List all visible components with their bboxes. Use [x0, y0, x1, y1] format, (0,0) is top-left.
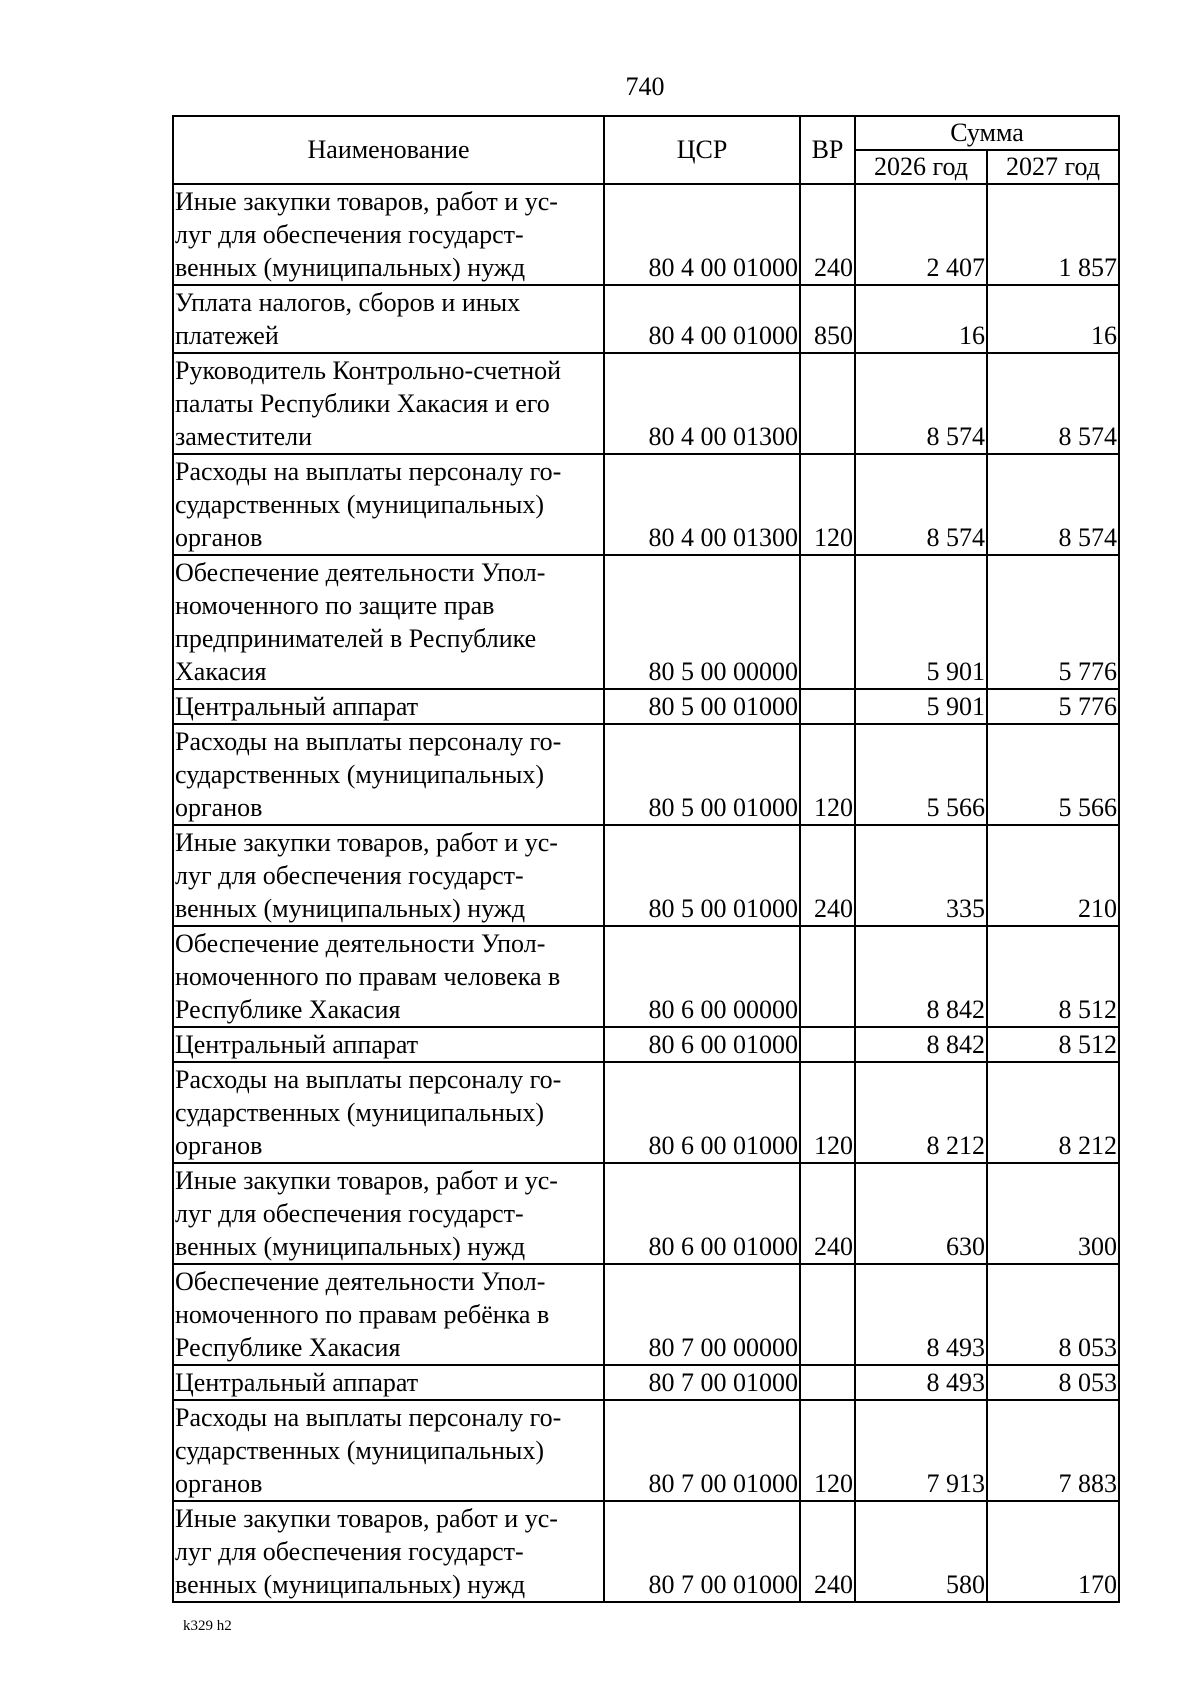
- table-row: [173, 353, 1119, 454]
- row-name-line: Центральный аппарат: [175, 1030, 419, 1059]
- row-sum-2027-cell: 7 883: [987, 1400, 1119, 1501]
- row-name-cell: [173, 1027, 604, 1062]
- row-name-line: Республике Хакасия: [175, 995, 401, 1024]
- row-vr-cell: 120: [800, 724, 855, 825]
- row-name-line: Расходы на выплаты персоналу го-: [175, 1065, 562, 1094]
- row-csr-cell: 80 7 00 01000: [604, 1501, 800, 1602]
- row-sum-2027-cell: 170: [987, 1501, 1119, 1602]
- row-vr-cell: 850: [800, 285, 855, 353]
- row-name-line: венных (муниципальных) нужд: [175, 1232, 526, 1261]
- row-name-line: Иные закупки товаров, работ и ус-: [175, 828, 558, 857]
- row-name-line: номоченного по правам ребёнка в: [175, 1300, 550, 1329]
- row-sum-2026-cell: 8 842: [855, 1027, 987, 1062]
- table-row: [173, 184, 1119, 285]
- row-name-line: Иные закупки товаров, работ и ус-: [175, 1166, 558, 1195]
- row-sum-2026-cell: 8 493: [855, 1264, 987, 1365]
- row-vr-cell: 120: [800, 454, 855, 555]
- row-vr-cell: [800, 1027, 855, 1062]
- row-name-line: луг для обеспечения государст-: [175, 1199, 524, 1228]
- row-name-line: номоченного по правам человека в: [175, 962, 561, 991]
- row-name-cell: [173, 825, 604, 926]
- row-name-line: луг для обеспечения государст-: [175, 220, 524, 249]
- column-header-vr: ВР: [800, 116, 855, 184]
- row-name-cell: [173, 1062, 604, 1163]
- row-sum-2026-cell: 2 407: [855, 184, 987, 285]
- row-name-cell: [173, 724, 604, 825]
- table-row: [173, 825, 1119, 926]
- row-csr-cell: 80 7 00 01000: [604, 1400, 800, 1501]
- row-csr-cell: 80 4 00 01300: [604, 353, 800, 454]
- row-name-cell: [173, 353, 604, 454]
- row-sum-2027-cell: 8 053: [987, 1264, 1119, 1365]
- row-name-line: сударственных (муниципальных): [175, 1436, 545, 1465]
- row-csr-cell: 80 4 00 01300: [604, 454, 800, 555]
- row-csr-cell: 80 5 00 01000: [604, 825, 800, 926]
- row-name-line: Иные закупки товаров, работ и ус-: [175, 1504, 558, 1533]
- row-csr-cell: 80 6 00 01000: [604, 1062, 800, 1163]
- column-header-name: Наименование: [173, 116, 604, 184]
- row-vr-cell: [800, 353, 855, 454]
- row-csr-cell: 80 6 00 00000: [604, 926, 800, 1027]
- row-name-line: платежей: [175, 321, 279, 350]
- row-vr-cell: [800, 689, 855, 724]
- row-name-line: номоченного по защите прав: [175, 591, 495, 620]
- row-sum-2026-cell: 8 574: [855, 454, 987, 555]
- row-vr-cell: [800, 1264, 855, 1365]
- row-sum-2027-cell: 8 053: [987, 1365, 1119, 1400]
- table-row: [173, 689, 1119, 724]
- row-vr-cell: 240: [800, 184, 855, 285]
- row-vr-cell: 120: [800, 1062, 855, 1163]
- column-header-sum: Сумма: [855, 116, 1119, 150]
- row-vr-cell: 240: [800, 825, 855, 926]
- row-sum-2027-cell: 8 212: [987, 1062, 1119, 1163]
- row-name-line: палаты Республики Хакасия и его: [175, 389, 550, 418]
- row-sum-2027-cell: 300: [987, 1163, 1119, 1264]
- budget-table: [172, 115, 1120, 1603]
- row-sum-2026-cell: 5 901: [855, 555, 987, 689]
- table-header: [173, 116, 1119, 184]
- row-sum-2027-cell: 5 566: [987, 724, 1119, 825]
- row-name-cell: [173, 285, 604, 353]
- row-sum-2026-cell: 8 212: [855, 1062, 987, 1163]
- row-sum-2027-cell: 8 512: [987, 1027, 1119, 1062]
- row-name-cell: [173, 1264, 604, 1365]
- row-csr-cell: 80 7 00 00000: [604, 1264, 800, 1365]
- row-csr-cell: 80 4 00 01000: [604, 285, 800, 353]
- row-name-line: Расходы на выплаты персоналу го-: [175, 1403, 562, 1432]
- row-name-line: органов: [175, 1131, 263, 1160]
- row-sum-2026-cell: 5 566: [855, 724, 987, 825]
- row-csr-cell: 80 5 00 00000: [604, 555, 800, 689]
- row-vr-cell: [800, 555, 855, 689]
- row-name-line: Обеспечение деятельности Упол-: [175, 1267, 546, 1296]
- row-name-line: сударственных (муниципальных): [175, 760, 545, 789]
- row-sum-2027-cell: 8 512: [987, 926, 1119, 1027]
- row-name-line: сударственных (муниципальных): [175, 1098, 545, 1127]
- row-sum-2027-cell: 5 776: [987, 689, 1119, 724]
- column-header-csr: ЦСР: [604, 116, 800, 184]
- row-name-line: органов: [175, 523, 263, 552]
- row-name-line: Руководитель Контрольно-счетной: [175, 356, 562, 385]
- row-sum-2027-cell: 1 857: [987, 184, 1119, 285]
- table-row: [173, 1501, 1119, 1602]
- row-name-cell: [173, 689, 604, 724]
- row-name-line: Центральный аппарат: [175, 692, 419, 721]
- row-name-line: венных (муниципальных) нужд: [175, 894, 526, 923]
- row-sum-2026-cell: 335: [855, 825, 987, 926]
- row-sum-2026-cell: 8 842: [855, 926, 987, 1027]
- row-name-line: заместители: [175, 422, 313, 451]
- row-sum-2026-cell: 630: [855, 1163, 987, 1264]
- row-name-line: Хакасия: [175, 657, 267, 686]
- row-name-cell: [173, 926, 604, 1027]
- row-name-cell: [173, 1400, 604, 1501]
- row-sum-2027-cell: 5 776: [987, 555, 1119, 689]
- row-vr-cell: 240: [800, 1501, 855, 1602]
- row-name-line: венных (муниципальных) нужд: [175, 253, 526, 282]
- table-row: [173, 1062, 1119, 1163]
- row-csr-cell: 80 6 00 01000: [604, 1027, 800, 1062]
- row-name-cell: [173, 454, 604, 555]
- row-name-line: Республике Хакасия: [175, 1333, 401, 1362]
- table-body: [173, 184, 1119, 1602]
- row-name-line: луг для обеспечения государст-: [175, 861, 524, 890]
- column-header-year-2026: 2026 год: [855, 150, 987, 184]
- row-name-cell: [173, 184, 604, 285]
- row-name-line: Расходы на выплаты персоналу го-: [175, 457, 562, 486]
- row-sum-2027-cell: 8 574: [987, 454, 1119, 555]
- row-csr-cell: 80 6 00 01000: [604, 1163, 800, 1264]
- table-row: [173, 1365, 1119, 1400]
- row-name-line: сударственных (муниципальных): [175, 490, 545, 519]
- row-name-cell: [173, 1163, 604, 1264]
- row-sum-2026-cell: 8 493: [855, 1365, 987, 1400]
- column-header-year-2027: 2027 год: [987, 150, 1119, 184]
- row-csr-cell: 80 5 00 01000: [604, 689, 800, 724]
- row-name-line: предпринимателей в Республике: [175, 624, 537, 653]
- row-sum-2026-cell: 7 913: [855, 1400, 987, 1501]
- page-number: 740: [625, 72, 665, 101]
- row-name-line: органов: [175, 1469, 263, 1498]
- table-row: [173, 1400, 1119, 1501]
- table-row: [173, 1027, 1119, 1062]
- row-csr-cell: 80 4 00 01000: [604, 184, 800, 285]
- row-vr-cell: 240: [800, 1163, 855, 1264]
- table-row: [173, 724, 1119, 825]
- footer-code: k329 h2: [183, 1618, 232, 1634]
- row-sum-2026-cell: 580: [855, 1501, 987, 1602]
- row-vr-cell: [800, 926, 855, 1027]
- table-row: [173, 1264, 1119, 1365]
- table-row: [173, 926, 1119, 1027]
- table-row: [173, 285, 1119, 353]
- row-name-line: Расходы на выплаты персоналу го-: [175, 727, 562, 756]
- row-csr-cell: 80 7 00 01000: [604, 1365, 800, 1400]
- row-sum-2026-cell: 8 574: [855, 353, 987, 454]
- row-sum-2027-cell: 8 574: [987, 353, 1119, 454]
- row-vr-cell: [800, 1365, 855, 1400]
- row-name-line: органов: [175, 793, 263, 822]
- table-row: [173, 555, 1119, 689]
- row-name-line: луг для обеспечения государст-: [175, 1537, 524, 1566]
- table-row: [173, 454, 1119, 555]
- row-vr-cell: 120: [800, 1400, 855, 1501]
- row-name-line: венных (муниципальных) нужд: [175, 1570, 526, 1599]
- row-csr-cell: 80 5 00 01000: [604, 724, 800, 825]
- row-name-cell: [173, 1365, 604, 1400]
- row-sum-2026-cell: 16: [855, 285, 987, 353]
- row-name-line: Обеспечение деятельности Упол-: [175, 929, 546, 958]
- row-name-cell: [173, 1501, 604, 1602]
- row-sum-2027-cell: 16: [987, 285, 1119, 353]
- table-row: [173, 1163, 1119, 1264]
- row-name-line: Уплата налогов, сборов и иных: [175, 288, 521, 317]
- row-name-cell: [173, 555, 604, 689]
- row-name-line: Центральный аппарат: [175, 1368, 419, 1397]
- row-name-line: Иные закупки товаров, работ и ус-: [175, 187, 558, 216]
- row-name-line: Обеспечение деятельности Упол-: [175, 558, 546, 587]
- row-sum-2027-cell: 210: [987, 825, 1119, 926]
- row-sum-2026-cell: 5 901: [855, 689, 987, 724]
